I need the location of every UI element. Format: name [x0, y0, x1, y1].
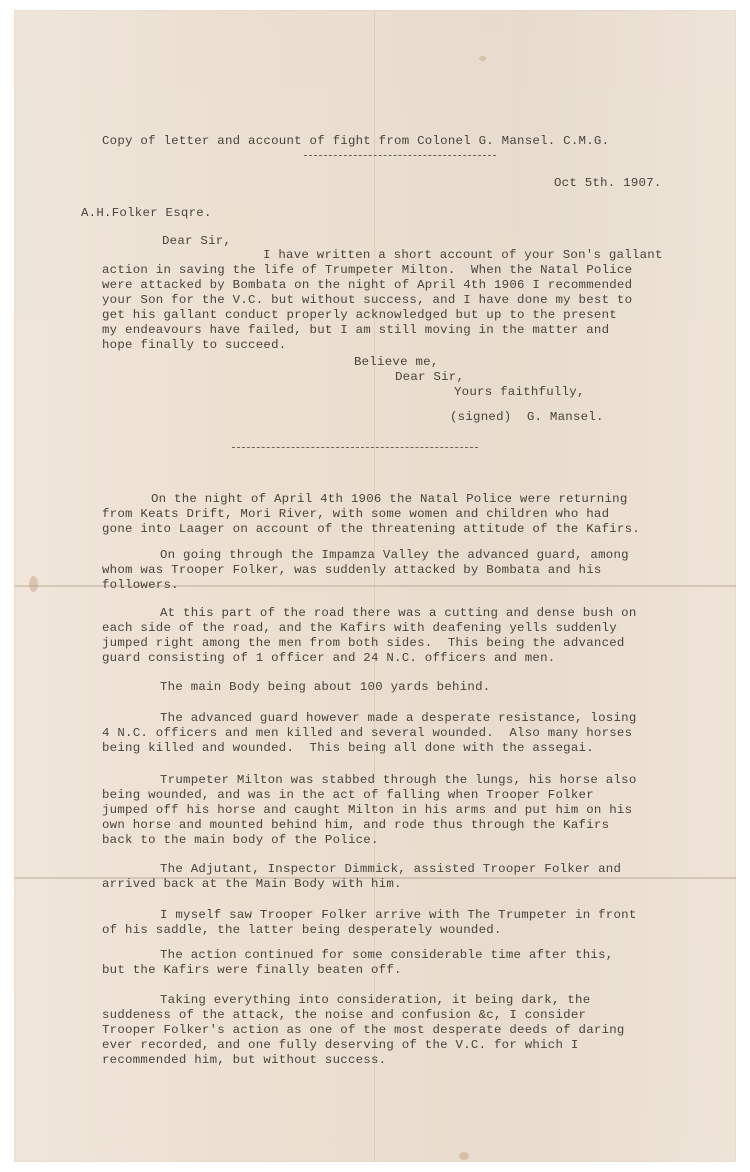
- account-line: whom was Trooper Folker, was suddenly attacked by Bombata and his: [102, 563, 602, 577]
- signature: (signed) G. Mansel.: [450, 410, 604, 424]
- account-line: suddeness of the attack, the noise and confusion &c, I consider: [102, 1008, 587, 1022]
- account-line: being wounded, and was in the act of falling when Trooper Folker: [102, 788, 594, 802]
- account-line: each side of the road, and the Kafirs with deafening yells suddenly: [102, 621, 617, 635]
- account-line: On the night of April 4th 1906 the Natal Police were returning: [151, 492, 628, 506]
- account-line: Trooper Folker's action as one of the most desperate deeds of daring: [102, 1023, 625, 1037]
- closing-line: Yours faithfully,: [454, 385, 585, 399]
- account-line: jumped off his horse and caught Milton in his arms and put him on his: [102, 803, 633, 817]
- paper-stain: [479, 56, 486, 61]
- account-line: I myself saw Trooper Folker arrive with The Trumpeter in front: [160, 908, 637, 922]
- paper-stain: [29, 576, 38, 592]
- account-line: Taking everything into consideration, it being dark, the: [160, 993, 591, 1007]
- letter-line: your Son for the V.C. but without success, and I have done my best to: [102, 293, 633, 307]
- letter-line: get his gallant conduct properly acknowledged but up to the present: [102, 308, 617, 322]
- section-separator: [232, 447, 478, 448]
- letter-line: I have written a short account of your Son's gallant: [263, 248, 663, 262]
- account-line: Trumpeter Milton was stabbed through the lungs, his horse also: [160, 773, 637, 787]
- account-line: from Keats Drift, Mori River, with some women and children who had: [102, 507, 610, 521]
- account-line: jumped right among the men from both sides. This being the advanced: [102, 636, 625, 650]
- salutation: Dear Sir,: [162, 234, 232, 248]
- account-line: followers.: [102, 578, 179, 592]
- heading-underline: [304, 155, 496, 156]
- letter-page: [14, 10, 736, 1162]
- account-line: The main Body being about 100 yards behind.: [160, 680, 491, 694]
- account-line: The advanced guard however made a desperate resistance, losing: [160, 711, 637, 725]
- account-line: recommended him, but without success.: [102, 1053, 387, 1067]
- account-line: own horse and mounted behind him, and rode thus through the Kafirs: [102, 818, 610, 832]
- account-line: but the Kafirs were finally beaten off.: [102, 963, 402, 977]
- account-line: The Adjutant, Inspector Dimmick, assisted Trooper Folker and: [160, 862, 622, 876]
- document-heading: Copy of letter and account of fight from Colonel G. Mansel. C.M.G.: [102, 134, 610, 148]
- account-line: At this part of the road there was a cutting and dense bush on: [160, 606, 637, 620]
- account-line: 4 N.C. officers and men killed and several wounded. Also many horses: [102, 726, 633, 740]
- account-line: gone into Laager on account of the threatening attitude of the Kafirs.: [102, 522, 640, 536]
- letter-line: my endeavours have failed, but I am still moving in the matter and: [102, 323, 610, 337]
- account-line: On going through the Impamza Valley the advanced guard, among: [160, 548, 629, 562]
- letter-line: hope finally to succeed.: [102, 338, 287, 352]
- account-line: guard consisting of 1 officer and 24 N.C. officers and men.: [102, 651, 556, 665]
- account-line: being killed and wounded. This being all done with the assegai.: [102, 741, 594, 755]
- paper-stain: [459, 1152, 469, 1160]
- account-line: arrived back at the Main Body with him.: [102, 877, 402, 891]
- letter-line: action in saving the life of Trumpeter Milton. When the Natal Police: [102, 263, 633, 277]
- account-line: ever recorded, and one fully deserving of the V.C. for which I: [102, 1038, 579, 1052]
- account-line: of his saddle, the latter being desperately wounded.: [102, 923, 502, 937]
- addressee: A.H.Folker Esqre.: [81, 206, 212, 220]
- account-line: back to the main body of the Police.: [102, 833, 379, 847]
- closing-line: Dear Sir,: [395, 370, 465, 384]
- closing-line: Believe me,: [354, 355, 439, 369]
- paper-fold-vertical: [374, 10, 375, 1162]
- account-line: The action continued for some considerable time after this,: [160, 948, 614, 962]
- letter-line: were attacked by Bombata on the night of April 4th 1906 I recommended: [102, 278, 633, 292]
- letter-date: Oct 5th. 1907.: [554, 176, 662, 190]
